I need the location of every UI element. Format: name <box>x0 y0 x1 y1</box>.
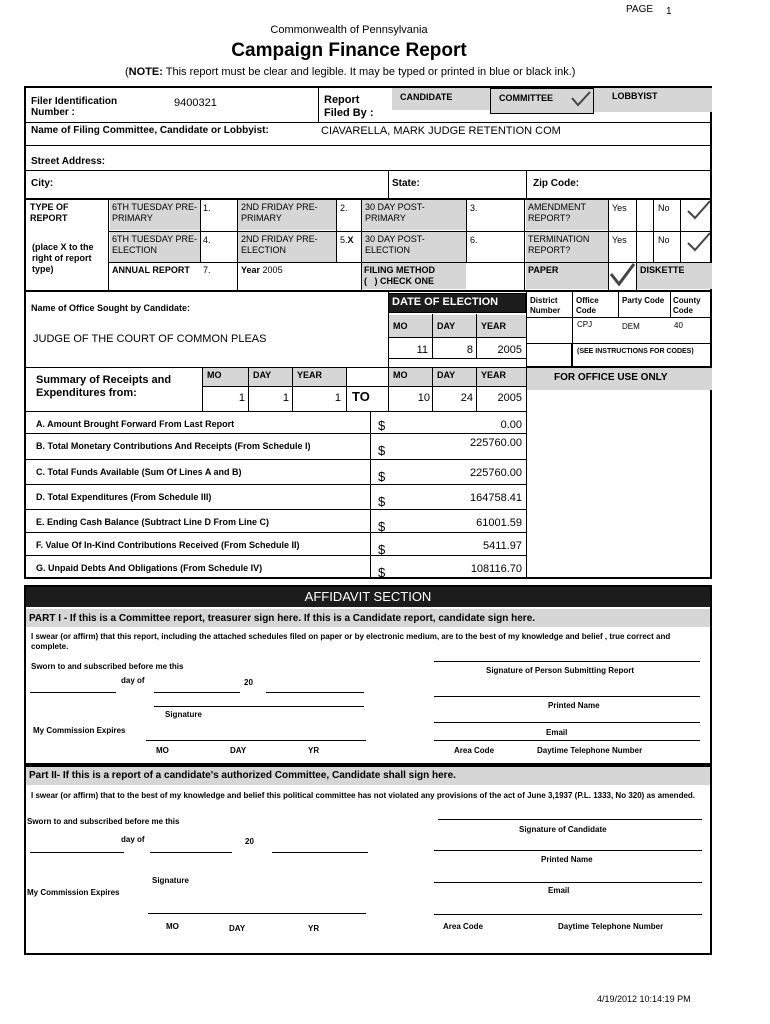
part1-notary-signature-line[interactable] <box>154 706 364 707</box>
part2-phone-label: Daytime Telephone Number <box>558 922 664 931</box>
filing-name-label: Name of Filing Committee, Candidate or Lobbyist: <box>31 125 269 136</box>
part1-sworn: Sworn to and subscribed before me this <box>31 662 184 671</box>
summary-line-label: G. Unpaid Debts And Obligations (From Schedule IV) <box>36 563 263 573</box>
amendment-yes[interactable]: Yes <box>612 203 627 213</box>
election-year-label: YEAR <box>481 321 507 331</box>
office-code-label: Office Code <box>576 296 599 315</box>
part2-month-line[interactable] <box>150 852 232 853</box>
part1-twenty: 20 <box>244 678 253 687</box>
part1-day-of: day of <box>121 676 145 685</box>
summary-line-currency: $ <box>378 494 386 509</box>
report-type-2: 2ND FRIDAY PRE-PRIMARY <box>241 202 318 223</box>
date-of-election-heading: DATE OF ELECTION <box>392 296 499 308</box>
footer-timestamp: 4/19/2012 10:14:19 PM <box>597 994 691 1004</box>
part1-day-label: DAY <box>230 746 247 755</box>
part2-sworn: Sworn to and subscribed before me this <box>27 817 180 826</box>
to-year-label: YEAR <box>481 370 507 380</box>
state-label: State: <box>392 178 420 189</box>
form-note: (NOTE: This report must be clear and legible. It may be typed or printed in blue or black ink.) <box>125 66 576 78</box>
from-mo-label: MO <box>207 370 222 380</box>
summary-line-currency: $ <box>378 418 386 433</box>
report-type-2-box[interactable]: 2. <box>340 203 348 213</box>
termination-no[interactable]: No <box>658 235 670 245</box>
street-address-label: Street Address: <box>31 156 106 167</box>
part2-date-line[interactable] <box>148 913 366 914</box>
page-title: Campaign Finance Report <box>231 40 467 61</box>
summary-line-currency: $ <box>378 469 386 484</box>
part1-yr-line[interactable] <box>296 740 366 741</box>
candidate-option[interactable]: CANDIDATE <box>400 92 453 102</box>
report-type-6: 30 DAY POST-ELECTION <box>365 234 425 255</box>
summary-line-value[interactable]: 61001.59 <box>476 517 522 529</box>
check-one-label: ( ) CHECK ONE <box>364 276 435 286</box>
part1-month-line[interactable] <box>154 692 240 693</box>
filing-method-label: FILING METHOD <box>364 265 435 275</box>
part2-twenty: 20 <box>245 837 254 846</box>
election-day-value[interactable]: 8 <box>466 344 473 356</box>
office-code-value[interactable]: CPJ <box>577 320 593 329</box>
summary-line-label: E. Ending Cash Balance (Subtract Line D From Line C) <box>36 517 270 527</box>
city-label: City: <box>31 178 54 189</box>
part2-area-code-label: Area Code <box>443 922 484 931</box>
part1-printed-name-line[interactable] <box>434 696 700 697</box>
lobbyist-option[interactable]: LOBBYIST <box>612 91 658 101</box>
part2-printed-name-line[interactable] <box>434 850 702 851</box>
summary-line-value[interactable]: 225760.00 <box>470 467 522 479</box>
page-label: PAGE <box>626 4 654 15</box>
part2-year-line[interactable] <box>272 852 368 853</box>
party-code-label: Party Code <box>622 296 665 305</box>
part1-yr-label: YR <box>308 746 320 755</box>
report-type-4: 6TH TUESDAY PRE-ELECTION <box>112 234 198 255</box>
part1-signature-label: Signature <box>165 710 202 719</box>
part2-email-line[interactable] <box>434 882 702 883</box>
report-type-5: 2ND FRIDAY PRE-ELECTION <box>241 234 318 255</box>
part1-area-code-label: Area Code <box>454 746 495 755</box>
diskette-option[interactable]: DISKETTE <box>640 265 685 275</box>
part2-printed-name-label: Printed Name <box>541 855 593 864</box>
summary-label: Summary of Receipts and Expenditures from: <box>36 374 172 399</box>
summary-line-value[interactable]: 0.00 <box>500 419 522 431</box>
year-field[interactable]: Year 2005 <box>241 265 283 275</box>
summary-line-currency: $ <box>378 519 386 534</box>
part2-mo-label: MO <box>166 922 179 931</box>
report-type-6-box[interactable]: 6. <box>470 235 478 245</box>
part1-sig-person-label: Signature of Person Submitting Report <box>486 666 635 675</box>
part2-signature-line[interactable] <box>438 819 702 820</box>
part2-signature-label: Signature <box>152 876 189 885</box>
summary-line-label: C. Total Funds Available (Sum Of Lines A and B) <box>36 467 242 477</box>
summary-line-currency: $ <box>378 542 386 557</box>
from-year-value[interactable]: 1 <box>334 392 341 404</box>
district-number-label: District Number <box>530 296 561 315</box>
summary-line-label: A. Amount Brought Forward From Last Report <box>36 419 235 429</box>
from-mo-value[interactable]: 1 <box>238 392 245 404</box>
paper-check-icon <box>608 262 636 288</box>
to-mo-value[interactable]: 10 <box>417 392 430 404</box>
part1-printed-name-label: Printed Name <box>548 701 600 710</box>
part2-email-label: Email <box>548 886 570 895</box>
office-sought-value[interactable]: JUDGE OF THE COURT OF COMMON PLEAS <box>33 333 267 345</box>
office-use-label: FOR OFFICE USE ONLY <box>554 372 668 383</box>
election-mo-label: MO <box>393 321 408 331</box>
report-type-3-box[interactable]: 3. <box>470 203 478 213</box>
paper-option[interactable]: PAPER <box>528 265 559 275</box>
part2-day-label: DAY <box>229 924 246 933</box>
amendment-no[interactable]: No <box>658 203 670 213</box>
commonwealth-heading: Commonwealth of Pennsylvania <box>270 24 428 36</box>
report-type-1-box[interactable]: 1. <box>203 203 211 213</box>
part2-yr-label: YR <box>308 924 320 933</box>
report-type-1: 6TH TUESDAY PRE-PRIMARY <box>112 202 198 223</box>
summary-line-value[interactable]: 225760.00 <box>470 437 522 449</box>
filed-by-label: Report Filed By : <box>324 94 374 119</box>
county-code-label: County Code <box>673 296 701 315</box>
part2-text: I swear (or affirm) that to the best of my knowledge and belief this political committee has not violated any provisions of the act of June 3,1937 (P.L. 1333, No 320) as amended. <box>31 791 696 800</box>
summary-line-label: D. Total Expenditures (From Schedule III) <box>36 492 212 502</box>
part2-sig-candidate-label: Signature of Candidate <box>519 825 607 834</box>
from-day-value[interactable]: 1 <box>282 392 289 404</box>
summary-line-value[interactable]: 164758.41 <box>470 492 522 504</box>
report-type-5-box[interactable]: 5.X <box>340 235 354 245</box>
part1-email-line[interactable] <box>434 722 700 723</box>
part1-text: I swear (or affirm) that this report, including the attached schedules filed on paper or by electronic medium, are to the best of my knowledge and belief , true correct and complete. <box>31 632 671 651</box>
summary-line-value[interactable]: 5411.97 <box>483 540 522 552</box>
part1-heading: PART I - If this is a Committee report, treasurer sign here. If this is a Candidate report, candidate sign here. <box>29 613 536 624</box>
amendment-label: AMENDMENT REPORT? <box>528 202 586 223</box>
to-day-value[interactable]: 24 <box>460 392 473 404</box>
to-label: TO <box>352 389 370 404</box>
filing-name-value[interactable]: CIAVARELLA, MARK JUDGE RETENTION COM <box>321 125 561 137</box>
affidavit-heading: AFFIDAVIT SECTION <box>304 589 432 604</box>
part2-day-line[interactable] <box>30 852 124 853</box>
annual-report-label: ANNUAL REPORT <box>112 265 190 275</box>
summary-line-currency: $ <box>378 443 386 458</box>
termination-label: TERMINATION REPORT? <box>528 234 590 255</box>
part2-day-of: day of <box>121 835 145 844</box>
office-sought-label: Name of Office Sought by Candidate: <box>31 303 191 313</box>
summary-line-currency: $ <box>378 565 386 580</box>
part2-commission: My Commission Expires <box>27 888 120 897</box>
to-year-value[interactable]: 2005 <box>497 392 522 404</box>
filer-id-label: Filer Identification Number : <box>31 96 118 118</box>
part1-commission: My Commission Expires <box>33 726 126 735</box>
part1-signature-line[interactable] <box>434 661 700 662</box>
summary-line-label: B. Total Monetary Contributions And Receipts (From Schedule I) <box>36 441 311 451</box>
to-mo-label: MO <box>393 370 408 380</box>
see-instructions-note: (SEE INSTRUCTIONS FOR CODES) <box>577 348 694 355</box>
committee-check-icon <box>570 90 592 108</box>
termination-no-check-icon <box>686 231 712 253</box>
summary-line-label: F. Value Of In-Kind Contributions Received (From Schedule II) <box>36 540 300 550</box>
part1-day-line-2[interactable] <box>222 740 296 741</box>
part1-email-label: Email <box>546 728 568 737</box>
annual-report-box[interactable]: 7. <box>203 265 211 275</box>
report-type-3: 30 DAY POST-PRIMARY <box>365 202 425 223</box>
report-type-4-box[interactable]: 4. <box>203 235 211 245</box>
filer-id-value[interactable]: 9400321 <box>174 97 217 109</box>
election-day-label: DAY <box>437 321 456 331</box>
committee-option[interactable]: COMMITTEE <box>499 93 553 103</box>
part2-phone-line[interactable] <box>434 914 702 915</box>
to-day-label: DAY <box>437 370 456 380</box>
part1-mo-label: MO <box>156 746 169 755</box>
part2-heading: Part II- If this is a report of a candidate's authorized Committee, Candidate shall sign here. <box>29 770 456 781</box>
place-x-label: (place X to the right of report type) <box>32 242 94 274</box>
part1-phone-label: Daytime Telephone Number <box>537 746 643 755</box>
county-code-value[interactable]: 40 <box>674 321 683 330</box>
summary-line-value[interactable]: 108116.70 <box>470 563 522 575</box>
election-year-value[interactable]: 2005 <box>497 344 522 356</box>
zip-label: Zip Code: <box>533 178 580 189</box>
part1-mo-line[interactable] <box>146 740 222 741</box>
part1-year-line[interactable] <box>266 692 364 693</box>
party-code-value[interactable]: DEM <box>622 322 640 331</box>
part1-phone-line[interactable] <box>434 740 700 741</box>
amendment-no-check-icon <box>686 199 712 221</box>
type-of-report-label: TYPE OF REPORT <box>30 202 69 223</box>
from-year-label: YEAR <box>297 370 323 380</box>
election-mo-value[interactable]: 11 <box>416 344 428 356</box>
termination-yes[interactable]: Yes <box>612 235 627 245</box>
part1-day-line[interactable] <box>30 692 116 693</box>
from-day-label: DAY <box>253 370 272 380</box>
page-number: 1 <box>666 6 672 17</box>
